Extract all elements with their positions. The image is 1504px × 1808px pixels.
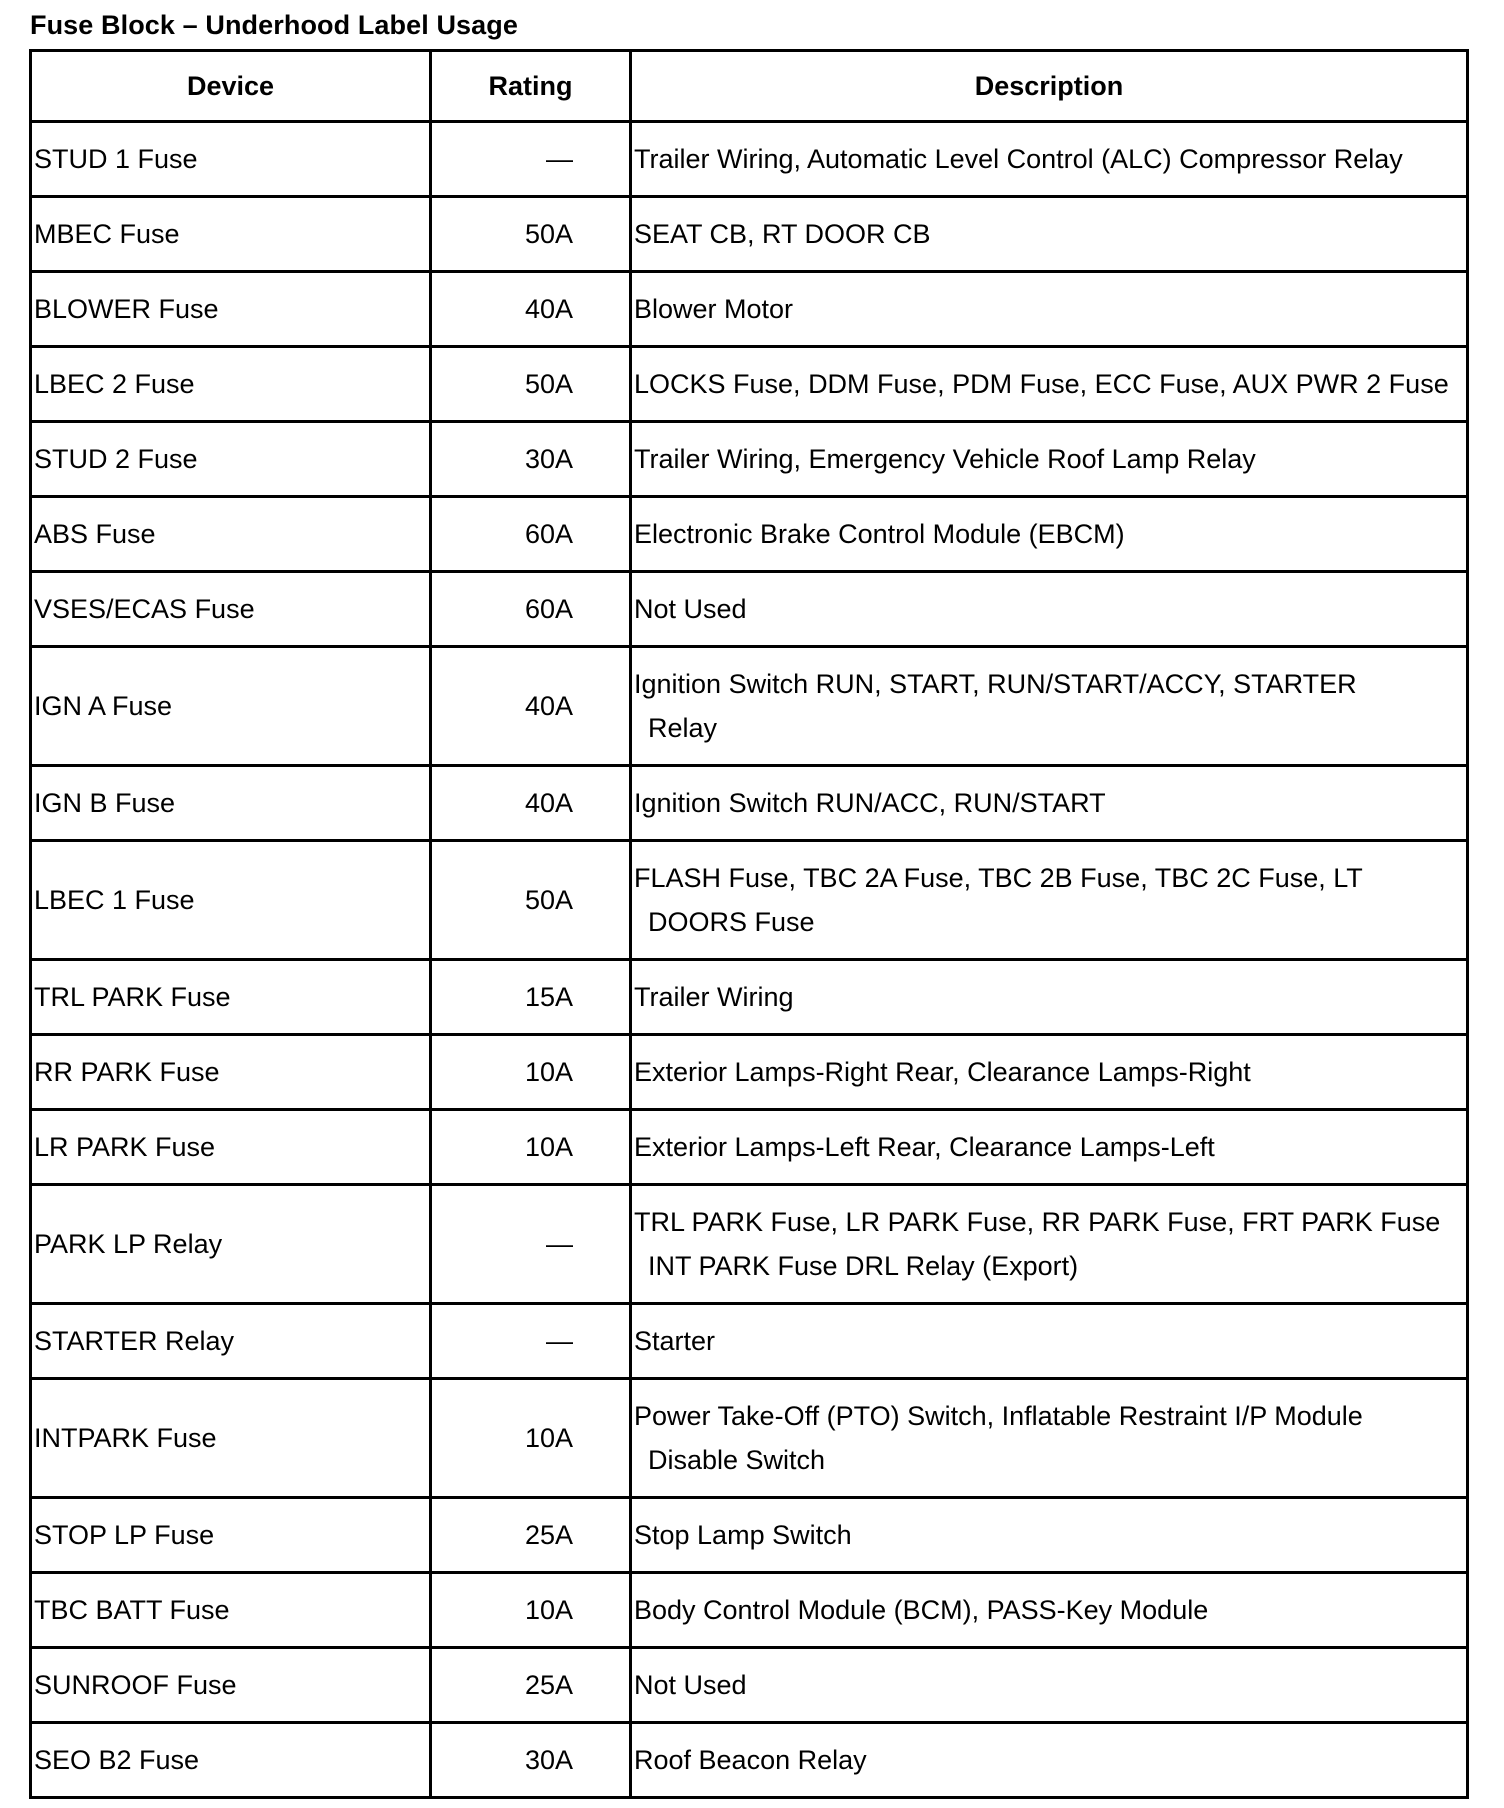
cell-rating: 40A	[431, 766, 631, 841]
cell-description	[631, 1185, 1468, 1304]
description-line-continuation: Disable Switch	[648, 1445, 826, 1475]
cell-description	[631, 766, 1468, 841]
description-line: Starter	[634, 1326, 716, 1356]
cell-description	[631, 1648, 1468, 1723]
cell-description	[631, 272, 1468, 347]
column-header-rating: Rating	[431, 51, 631, 122]
description-line: Not Used	[634, 1670, 747, 1700]
table-row	[31, 1498, 1468, 1573]
cell-rating: 50A	[431, 347, 631, 422]
cell-rating: 30A	[431, 1723, 631, 1798]
description-line: Stop Lamp Switch	[634, 1520, 852, 1550]
cell-rating: 50A	[431, 197, 631, 272]
cell-rating: 40A	[431, 647, 631, 766]
cell-device: STOP LP Fuse	[31, 1498, 431, 1573]
description-line: Exterior Lamps-Right Rear, Clearance Lamps-Right	[634, 1057, 1251, 1087]
cell-rating: 30A	[431, 422, 631, 497]
cell-device: TRL PARK Fuse	[31, 960, 431, 1035]
table-row	[31, 1379, 1468, 1498]
cell-device: INTPARK Fuse	[31, 1379, 431, 1498]
cell-description	[631, 497, 1468, 572]
cell-rating: 10A	[431, 1035, 631, 1110]
cell-description	[631, 122, 1468, 197]
table-row	[31, 1304, 1468, 1379]
table-row	[31, 1723, 1468, 1798]
cell-description	[631, 1379, 1468, 1498]
description-line: Ignition Switch RUN/ACC, RUN/START	[634, 788, 1106, 818]
cell-rating: —	[431, 1185, 631, 1304]
description-line: Not Used	[634, 594, 747, 624]
cell-description	[631, 1035, 1468, 1110]
table-row	[31, 1185, 1468, 1304]
column-header-device: Device	[31, 51, 431, 122]
cell-rating: 15A	[431, 960, 631, 1035]
table-row	[31, 766, 1468, 841]
cell-rating: 40A	[431, 272, 631, 347]
table-row	[31, 1648, 1468, 1723]
table-row	[31, 1573, 1468, 1648]
cell-device: STARTER Relay	[31, 1304, 431, 1379]
table-row	[31, 272, 1468, 347]
cell-device: IGN A Fuse	[31, 647, 431, 766]
cell-rating: 60A	[431, 572, 631, 647]
table-header-row	[31, 51, 1468, 122]
table-row	[31, 1035, 1468, 1110]
cell-device: LR PARK Fuse	[31, 1110, 431, 1185]
cell-description	[631, 960, 1468, 1035]
fuse-table	[29, 49, 1469, 1799]
table-row	[31, 197, 1468, 272]
cell-rating: 10A	[431, 1573, 631, 1648]
cell-device: LBEC 1 Fuse	[31, 841, 431, 960]
cell-rating: —	[431, 122, 631, 197]
description-line: SEAT CB, RT DOOR CB	[634, 219, 931, 249]
description-line: FLASH Fuse, TBC 2A Fuse, TBC 2B Fuse, TBC 2C Fuse, LT	[634, 863, 1363, 893]
cell-device: IGN B Fuse	[31, 766, 431, 841]
cell-description	[631, 572, 1468, 647]
description-line: Trailer Wiring, Automatic Level Control (ALC) Compressor Relay	[634, 144, 1403, 174]
cell-description	[631, 1304, 1468, 1379]
cell-device: RR PARK Fuse	[31, 1035, 431, 1110]
cell-rating: 25A	[431, 1498, 631, 1573]
cell-device: VSES/ECAS Fuse	[31, 572, 431, 647]
cell-description	[631, 197, 1468, 272]
cell-rating: —	[431, 1304, 631, 1379]
page-title: Fuse Block – Underhood Label Usage	[30, 10, 519, 40]
cell-description	[631, 647, 1468, 766]
cell-device: STUD 2 Fuse	[31, 422, 431, 497]
description-line: Power Take-Off (PTO) Switch, Inflatable Restraint I/P Module	[634, 1401, 1363, 1431]
description-line: Blower Motor	[634, 294, 794, 324]
table-row	[31, 647, 1468, 766]
cell-device: MBEC Fuse	[31, 197, 431, 272]
cell-device: STUD 1 Fuse	[31, 122, 431, 197]
table-row	[31, 422, 1468, 497]
description-line-continuation: DOORS Fuse	[648, 907, 815, 937]
cell-device: LBEC 2 Fuse	[31, 347, 431, 422]
description-line: Electronic Brake Control Module (EBCM)	[634, 519, 1125, 549]
cell-device: ABS Fuse	[31, 497, 431, 572]
table-row	[31, 122, 1468, 197]
cell-device: SEO B2 Fuse	[31, 1723, 431, 1798]
cell-description	[631, 422, 1468, 497]
description-line: Roof Beacon Relay	[634, 1745, 867, 1775]
cell-device: PARK LP Relay	[31, 1185, 431, 1304]
column-header-description: Description	[631, 51, 1468, 122]
description-line: Trailer Wiring, Emergency Vehicle Roof Lamp Relay	[634, 444, 1256, 474]
cell-description	[631, 347, 1468, 422]
cell-description	[631, 1573, 1468, 1648]
cell-device: TBC BATT Fuse	[31, 1573, 431, 1648]
description-line-continuation: INT PARK Fuse DRL Relay (Export)	[648, 1251, 1079, 1281]
cell-device: SUNROOF Fuse	[31, 1648, 431, 1723]
description-line: Body Control Module (BCM), PASS-Key Module	[634, 1595, 1209, 1625]
cell-description	[631, 1723, 1468, 1798]
table-row	[31, 497, 1468, 572]
cell-description	[631, 1498, 1468, 1573]
cell-description	[631, 841, 1468, 960]
table-row	[31, 841, 1468, 960]
description-line: LOCKS Fuse, DDM Fuse, PDM Fuse, ECC Fuse, AUX PWR 2 Fuse	[634, 369, 1449, 399]
cell-rating: 50A	[431, 841, 631, 960]
description-line-continuation: Relay	[648, 713, 718, 743]
table-row	[31, 347, 1468, 422]
cell-rating: 60A	[431, 497, 631, 572]
description-line: Ignition Switch RUN, START, RUN/START/ACCY, STARTER	[634, 669, 1357, 699]
cell-device: BLOWER Fuse	[31, 272, 431, 347]
description-line: TRL PARK Fuse, LR PARK Fuse, RR PARK Fuse, FRT PARK Fuse	[634, 1207, 1441, 1237]
table-row	[31, 572, 1468, 647]
table-row	[31, 960, 1468, 1035]
cell-rating: 25A	[431, 1648, 631, 1723]
cell-rating: 10A	[431, 1110, 631, 1185]
description-line: Exterior Lamps-Left Rear, Clearance Lamps-Left	[634, 1132, 1215, 1162]
cell-rating: 10A	[431, 1379, 631, 1498]
cell-description	[631, 1110, 1468, 1185]
table-row	[31, 1110, 1468, 1185]
description-line: Trailer Wiring	[634, 982, 794, 1012]
